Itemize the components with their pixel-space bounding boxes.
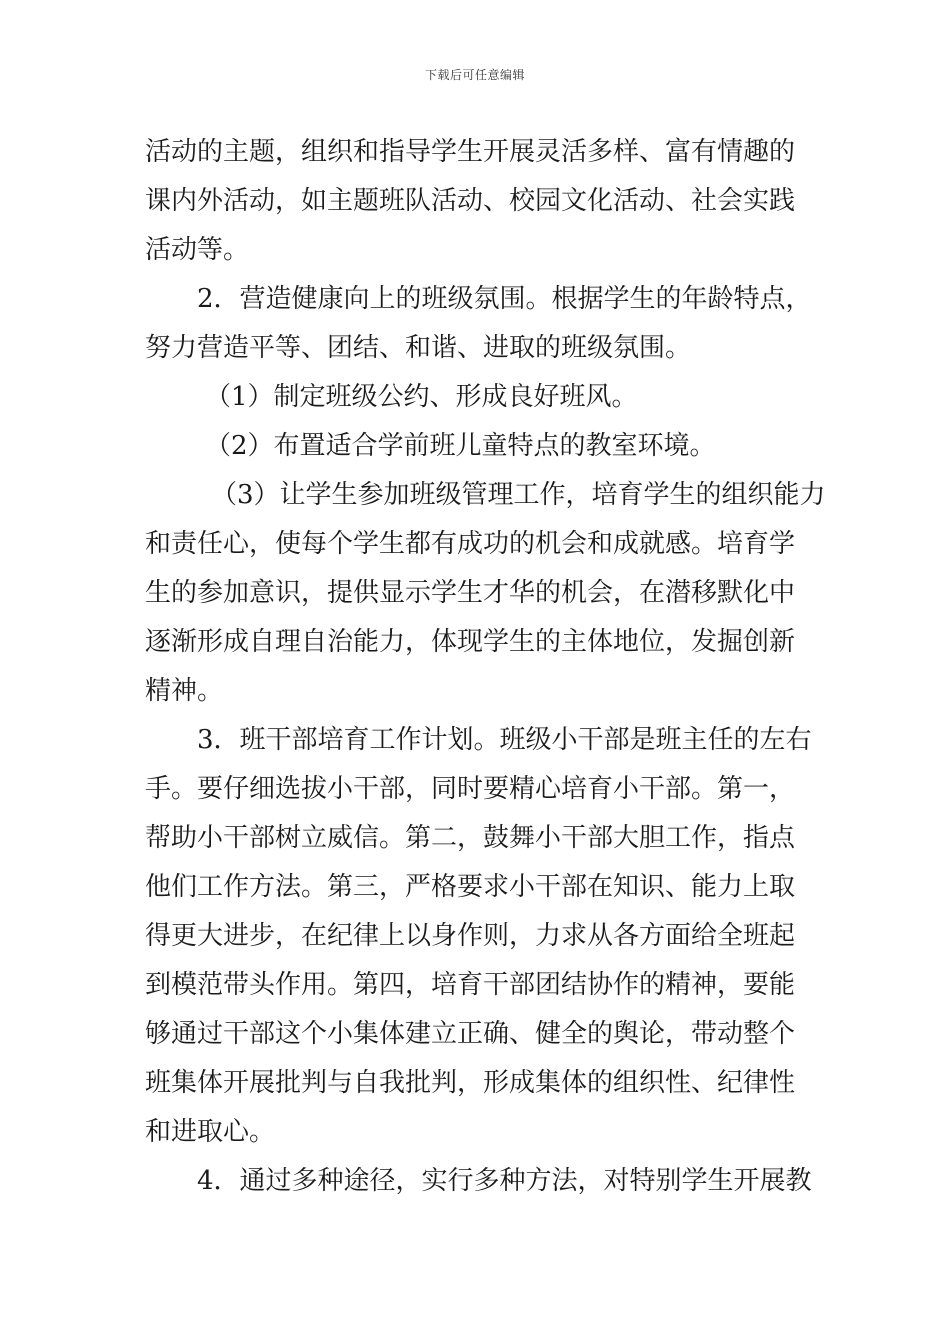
text-line: 生的参加意识，提供显示学生才华的机会，在潜移默化中 bbox=[145, 578, 796, 608]
text-line: 和责任心，使每个学生都有成功的机会和成就感。培育学 bbox=[145, 529, 796, 559]
paragraph bbox=[145, 373, 809, 422]
text-line: 课内外活动，如主题班队活动、校园文化活动、社会实践 bbox=[145, 186, 796, 216]
text-line: 到模范带头作用。第四，培育干部团结协作的精神，要能 bbox=[145, 970, 796, 1000]
text-line: 活动等。 bbox=[145, 235, 250, 265]
paragraph bbox=[145, 716, 812, 1157]
paragraph bbox=[145, 471, 826, 716]
text-line: 活动的主题，组织和指导学生开展灵活多样、富有情趣的 bbox=[145, 137, 796, 167]
paragraph bbox=[145, 1157, 812, 1206]
text-line: 和进取心。 bbox=[145, 1117, 276, 1147]
document-body bbox=[145, 128, 826, 1206]
text-line: 手。要仔细选拔小干部，同时要精心培育小干部。第一， bbox=[145, 774, 796, 804]
text-line: 他们工作方法。第三，严格要求小干部在知识、能力上取 bbox=[145, 872, 796, 902]
text-line: 3．班干部培育工作计划。班级小干部是班主任的左右 bbox=[197, 725, 812, 755]
text-line: 4．通过多种途径，实行多种方法，对特别学生开展教 bbox=[197, 1166, 812, 1196]
text-line: 班集体开展批判与自我批判，形成集体的组织性、纪律性 bbox=[145, 1068, 796, 1098]
paragraph bbox=[145, 275, 812, 373]
text-line: 精神。 bbox=[145, 676, 224, 706]
text-line: 2．营造健康向上的班级氛围。根据学生的年龄特点， bbox=[197, 284, 812, 314]
text-line: 帮助小干部树立威信。第二，鼓舞小干部大胆工作，指点 bbox=[145, 823, 796, 853]
text-line: 努力营造平等、团结、和谐、进取的班级氛围。 bbox=[145, 333, 692, 363]
text-line: 得更大进步，在纪律上以身作则，力求从各方面给全班起 bbox=[145, 921, 796, 951]
text-line: （1）制定班级公约、形成良好班风。 bbox=[205, 382, 638, 412]
text-line: （3）让学生参加班级管理工作，培育学生的组织能力 bbox=[211, 480, 826, 510]
text-line: 逐渐形成自理自治能力，体现学生的主体地位，发掘创新 bbox=[145, 627, 796, 657]
paragraph bbox=[145, 128, 809, 275]
text-line: 够通过干部这个小集体建立正确、健全的舆论，带动整个 bbox=[145, 1019, 796, 1049]
text-line: （2）布置适合学前班儿童特点的教室环境。 bbox=[205, 431, 716, 461]
paragraph bbox=[145, 422, 809, 471]
page-header: 下载后可任意编辑 bbox=[424, 68, 525, 82]
